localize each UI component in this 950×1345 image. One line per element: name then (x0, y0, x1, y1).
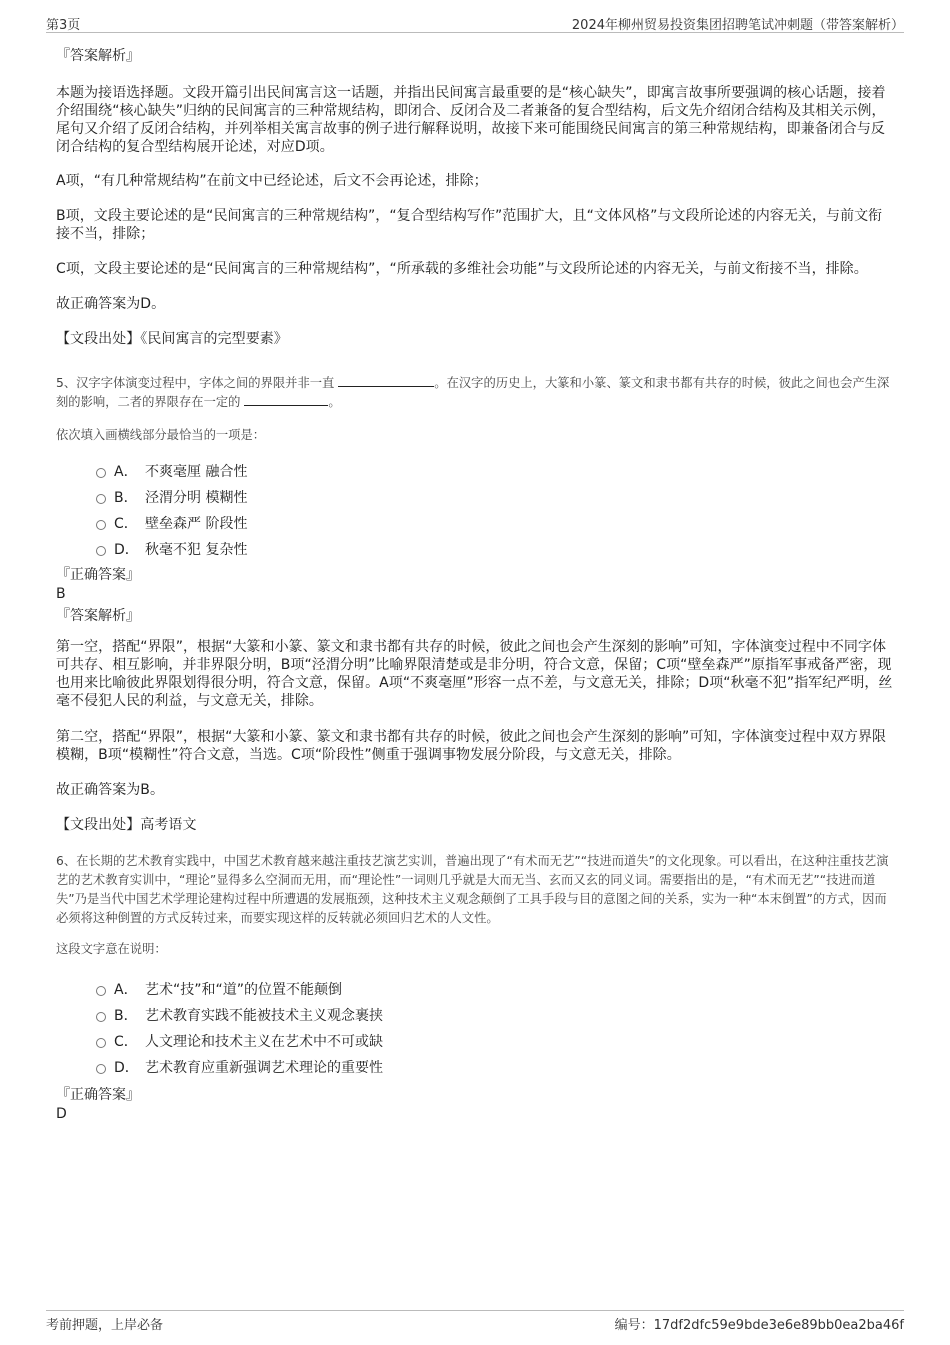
analysis-text-2: 第二空，搭配“界限”，根据“大篆和小篆、篆文和隶书都有共存的时候，彼此之间也会产生深刻的影响”可知，字体演变过程中双方界限模糊，B项“模糊性”符合文意，当选。C项“阶段性”侧重于强调事物发展分阶段，与文意无关，排除。 (56, 729, 887, 763)
question-6-prompt: 这段文字意在说明： (56, 942, 167, 956)
source: 【文段出处】《民间寓言的完型要素》 (56, 331, 288, 347)
question-6-options (56, 977, 894, 1081)
source: 【文段出处】高考语文 (56, 817, 197, 833)
footer-slogan: 考前押题，上岸必备 (46, 1318, 164, 1333)
correct-answer: B (56, 586, 66, 602)
stem-part-3: 。 (328, 395, 341, 409)
page-header (46, 12, 904, 33)
correct-answer: D (56, 1106, 67, 1122)
option-b-note: B项，文段主要论述的是“民间寓言的三种常规结构”，“复合型结构写作”范围扩大，且“文体风格”与文段所论述的内容无关，与前文衔接不当，排除； (56, 208, 883, 242)
stem-part-1: 5、汉字字体演变过程中，字体之间的界限并非一直 (56, 376, 335, 390)
option-letter: B． (114, 490, 138, 506)
option-text: 人文理论和技术主义在艺术中不可或缺 (145, 1034, 383, 1050)
question-6-stem: 6、在长期的艺术教育实践中，中国艺术教育越来越注重技艺演艺实训，普遍出现了“有术而无艺”“技进而道失”的文化现象。可以看出，在这种注重技艺演艺的艺术教育实训中，“理论”显得多么空洞而无用，而“理论性”一词则几乎就是大而无当、玄而又玄的同义词。需要指出的是，“有术而无艺”“技进而道失”乃是当代中国艺术学理论建构过程中所遭遇的发展瓶颈，这种技术主义观念颠倒了工具手段与目的意图之间的关系，实为一种“本末倒置”的方式，因而必须将这种倒置的方式反转过来，而要实现这样的反转就必须回归艺术的人文性。 (56, 854, 889, 925)
option-letter: D． (114, 1060, 139, 1076)
option-letter: A． (114, 982, 138, 998)
option-text: 艺术教育实践不能被技术主义观念裹挟 (145, 1008, 383, 1024)
question-5-stem (56, 374, 894, 412)
option-a[interactable] (56, 977, 894, 1003)
correct-answer-label: 『正确答案』 (56, 1087, 140, 1103)
radio-icon[interactable] (96, 1012, 106, 1022)
analysis-label: 『答案解析』 (56, 48, 140, 64)
option-letter: C． (114, 516, 138, 532)
conclusion: 故正确答案为D。 (56, 296, 166, 312)
option-text: 艺术“技”和“道”的位置不能颠倒 (145, 982, 343, 998)
option-c-note: C项，文段主要论述的是“民间寓言的三种常规结构”，“所承载的多维社会功能”与文段所论述的内容无关，与前文衔接不当，排除。 (56, 261, 868, 277)
option-text: 秋毫不犯 复杂性 (145, 542, 248, 558)
option-text: 艺术教育应重新强调艺术理论的重要性 (145, 1060, 383, 1076)
option-c[interactable] (56, 511, 894, 537)
page-number: 第3页 (46, 18, 81, 33)
option-letter: C． (114, 1034, 138, 1050)
question-5-options (56, 459, 894, 563)
radio-icon[interactable] (96, 1038, 106, 1048)
radio-icon[interactable] (96, 986, 106, 996)
option-d[interactable] (56, 537, 894, 563)
analysis-label: 『答案解析』 (56, 608, 140, 624)
option-b[interactable] (56, 1003, 894, 1029)
analysis-text-1: 第一空，搭配“界限”，根据“大篆和小篆、篆文和隶书都有共存的时候，彼此之间也会产生深刻的影响”可知，字体演变过程中不同字体可共存、相互影响，并非界限分明，B项“泾渭分明”比喻界限清楚或是非分明，符合文意，保留；C项“壁垒森严”原指军事戒备严密，现也用来比喻彼此界限划得很分明，符合文意，保留。A项“不爽毫厘”形容一点不差，与文意无关，排除；D项“秋毫不犯”指军纪严明，丝毫不侵犯人民的利益，与文意无关，排除。 (56, 639, 893, 709)
page-footer (46, 1310, 904, 1333)
analysis-text: 本题为接语选择题。文段开篇引出民间寓言这一话题，并指出民间寓言最重要的是“核心缺失”，即寓言故事所要强调的核心话题，接着介绍围绕“核心缺失”归纳的民间寓言的三种常规结构，即闭合、反闭合及二者兼备的复合型结构，后文先介绍闭合结构及其相关示例，尾句又介绍了反闭合结构，并列举相关寓言故事的例子进行解释说明，故接下来可能围绕民间寓言的第三种常规结构，即兼备闭合与反闭合结构的复合型结构展开论述，对应D项。 (56, 85, 886, 155)
radio-icon[interactable] (96, 468, 106, 478)
option-text: 不爽毫厘 融合性 (145, 464, 248, 480)
option-c[interactable] (56, 1029, 894, 1055)
option-letter: B． (114, 1008, 138, 1024)
blank-2 (244, 393, 328, 406)
page-content (56, 42, 894, 1123)
document-title: 2024年柳州贸易投资集团招聘笔试冲刺题（带答案解析） (571, 18, 904, 33)
stem-part-2: 。在汉字的历史上，大篆和小篆、篆文和隶书都有共存的时候，彼此之间也会产生深刻的影响，二者的界限存在一定的 (56, 376, 890, 409)
correct-answer-label: 『正确答案』 (56, 567, 140, 583)
radio-icon[interactable] (96, 494, 106, 504)
radio-icon[interactable] (96, 1064, 106, 1074)
option-d[interactable] (56, 1055, 894, 1081)
option-letter: A． (114, 464, 138, 480)
radio-icon[interactable] (96, 546, 106, 556)
option-a[interactable] (56, 459, 894, 485)
option-text: 泾渭分明 模糊性 (145, 490, 248, 506)
blank-1 (338, 374, 434, 387)
option-letter: D． (114, 542, 139, 558)
document-id: 编号：17df2dfc59e9bde3e6e89bb0ea2ba46f (614, 1318, 904, 1333)
option-a-note: A项，“有几种常规结构”在前文中已经论述，后文不会再论述，排除； (56, 173, 488, 189)
question-5-prompt: 依次填入画横线部分最恰当的一项是： (56, 428, 266, 442)
option-text: 壁垒森严 阶段性 (145, 516, 248, 532)
option-b[interactable] (56, 485, 894, 511)
radio-icon[interactable] (96, 520, 106, 530)
conclusion: 故正确答案为B。 (56, 782, 165, 798)
